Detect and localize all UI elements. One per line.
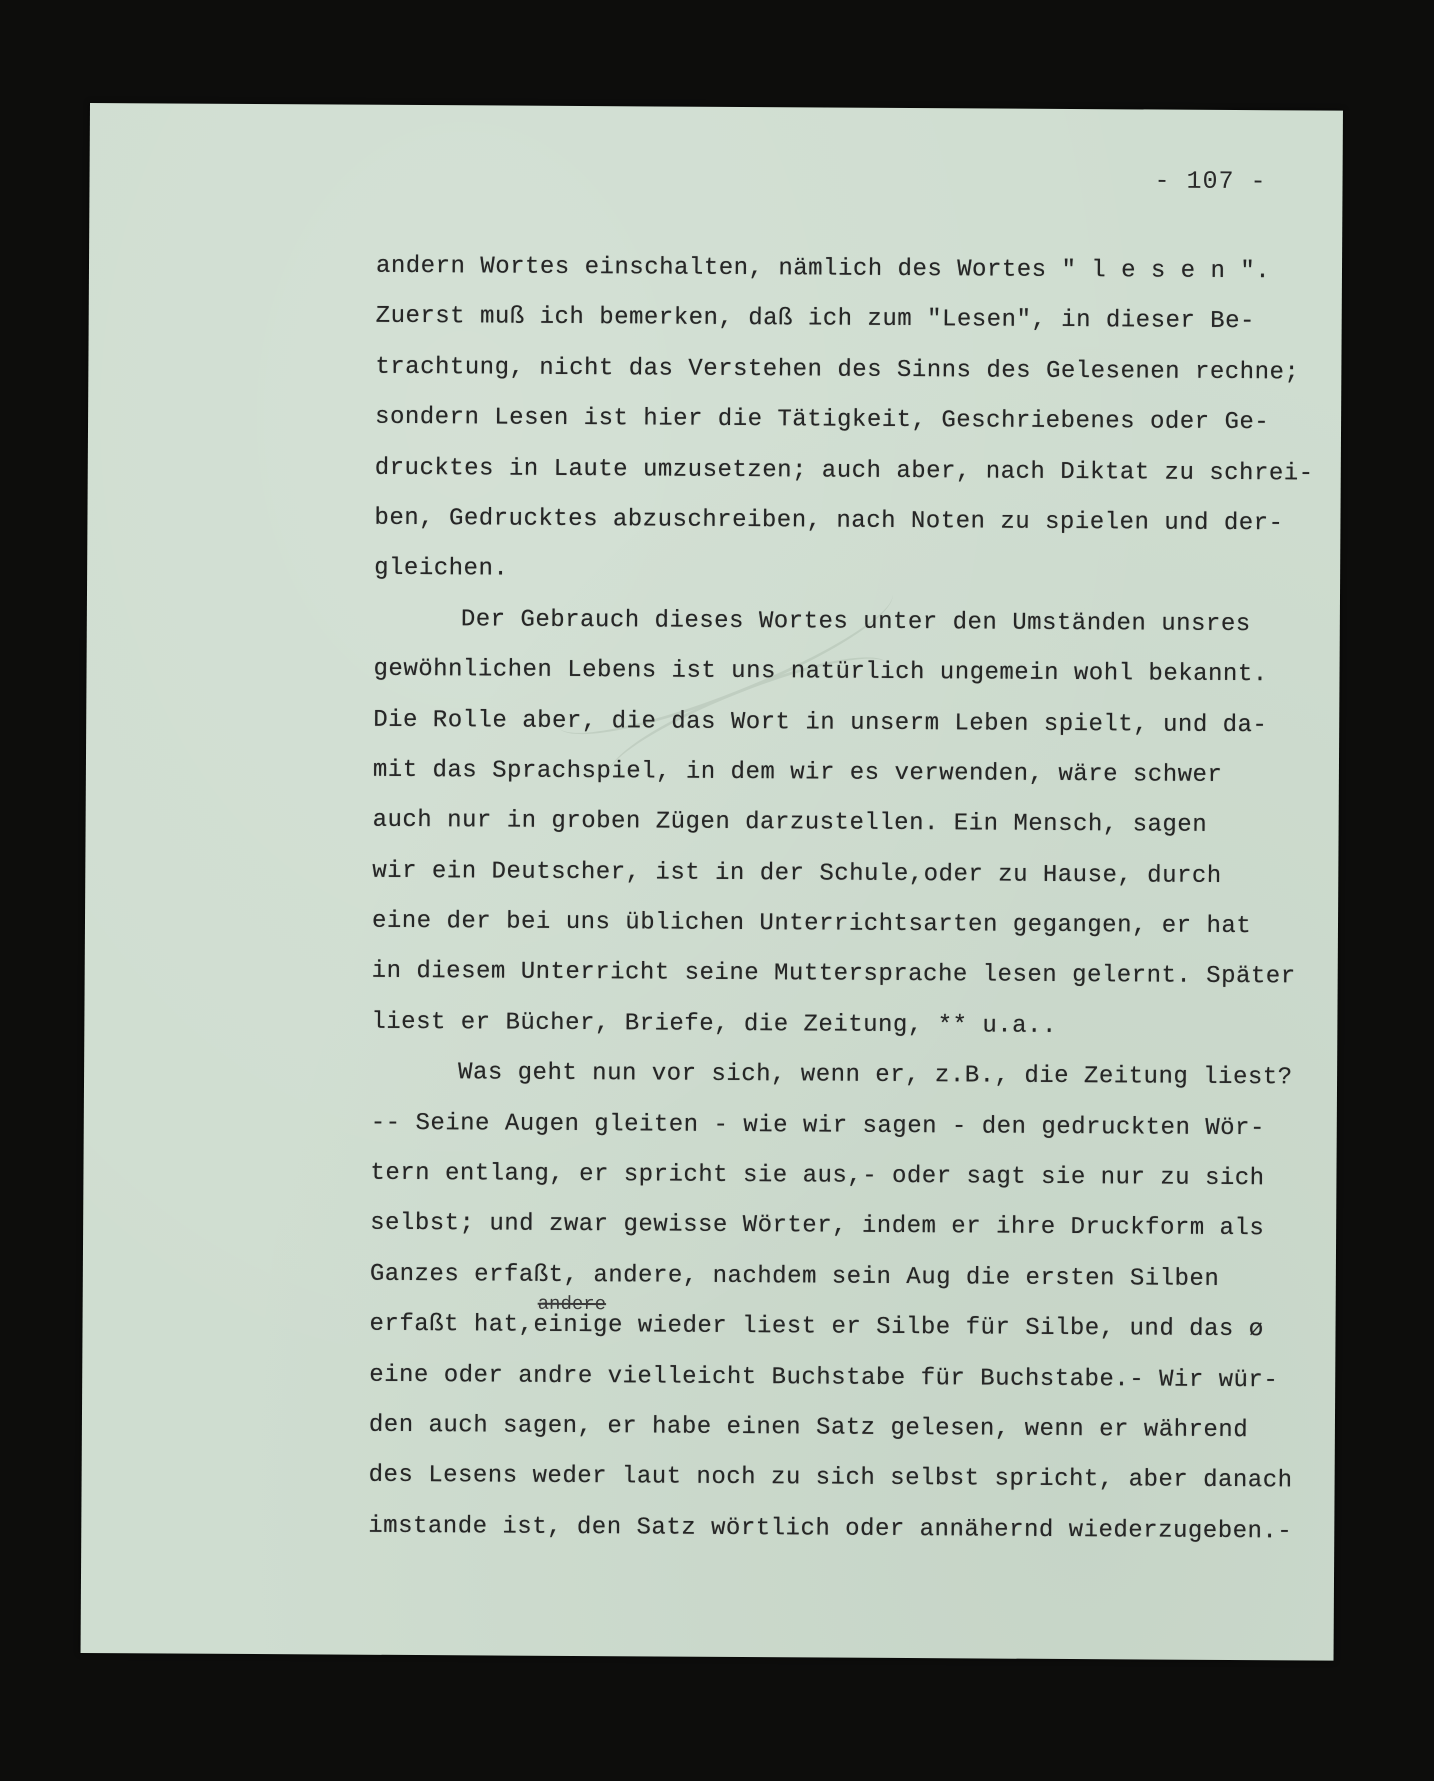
text-line: trachtung, nicht das Verstehen des Sinns des Gelesenen rechne; — [375, 353, 1300, 387]
text-line: tern entlang, er spricht sie aus,- oder sagt sie nur zu sich — [370, 1159, 1265, 1193]
text-line: mit das Sprachspiel, in dem wir es verwenden, wäre schwer — [372, 756, 1223, 789]
text-line: eine der bei uns üblichen Unterrichtsarten gegangen, er hat — [371, 907, 1252, 941]
paragraph-start-line: Der Gebrauch dieses Wortes unter den Umständen unsres — [460, 606, 1251, 638]
text-line: selbst; und zwar gewisse Wörter, indem er ihre Druckform als — [370, 1210, 1265, 1243]
text-line: gewöhnlichen Lebens ist uns natürlich ungemein wohl bekannt. — [373, 655, 1268, 689]
text-line: imstande ist, den Satz wörtlich oder annähernd wiederzugeben.- — [368, 1512, 1293, 1546]
text-line: auch nur in groben Zügen darzustellen. Ein Mensch, sagen — [372, 807, 1208, 840]
text-line: -- Seine Augen gleiten - wie wir sagen - den gedruckten Wör- — [370, 1109, 1265, 1142]
text-line: Zuerst muß ich bemerken, daß ich zum "Lesen", in dieser Be- — [375, 303, 1256, 336]
text-line: sondern Lesen ist hier die Tätigkeit, Geschriebenes oder Ge- — [375, 403, 1270, 437]
text-line: Die Rolle aber, die das Wort in unserm Leben spielt, und da- — [373, 706, 1268, 739]
interlinear-struck-word: andere — [537, 1292, 607, 1316]
text-line: andern Wortes einschalten, nämlich des Wortes " l e s e n ". — [375, 252, 1271, 286]
paragraph-start-line: Was geht nun vor sich, wenn er, z.B., die Zeitung liest? — [457, 1059, 1293, 1092]
text-line: gleichen. — [374, 555, 509, 583]
text-line: in diesem Unterricht seine Muttersprache lesen gelernt. Später — [371, 958, 1296, 991]
text-line: wir ein Deutscher, ist in der Schule,oder zu Hause, durch — [372, 857, 1222, 890]
text-line: drucktes in Laute umzusetzen; auch aber, nach Diktat zu schrei- — [374, 454, 1314, 488]
text-line: ben, Gedrucktes abzuschreiben, nach Noten zu spielen und der- — [374, 504, 1284, 538]
text-line: den auch sagen, er habe einen Satz gelesen, wenn er während — [368, 1411, 1249, 1445]
text-line: des Lesens weder laut noch zu sich selbst spricht, aber danach — [368, 1462, 1293, 1495]
body-text — [368, 242, 1336, 1558]
typescript-page — [81, 103, 1343, 1661]
page-number: - 107 - — [1154, 166, 1267, 197]
text-line: liest er Bücher, Briefe, die Zeitung, ** u.a.. — [371, 1008, 1057, 1040]
text-line: erfaßt hat,einige wieder liest er Silbe für Silbe, und das ø — [369, 1310, 1264, 1344]
text-line: Ganzes erfaßt, andere, nachdem sein Aug die ersten Silben — [369, 1260, 1220, 1293]
text-line: eine oder andre vielleicht Buchstabe für Buchstabe.- Wir wür- — [369, 1361, 1279, 1394]
